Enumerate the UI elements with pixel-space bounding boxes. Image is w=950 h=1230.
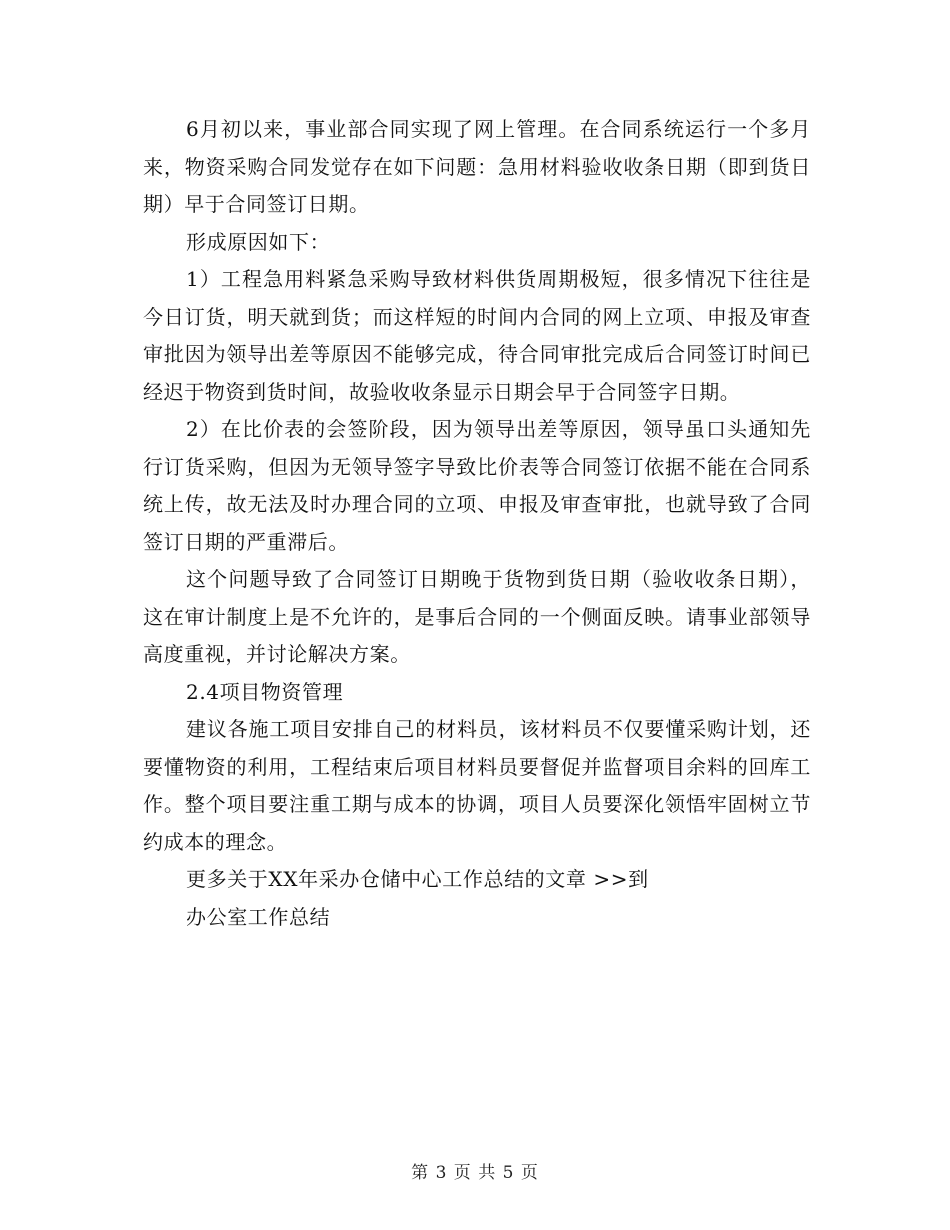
more-articles-link[interactable]: 更多关于XX年采办仓储中心工作总结的文章 >>到 [186, 867, 649, 891]
section-heading-2-4: 2.4项目物资管理 [186, 679, 344, 704]
document-body [143, 111, 811, 936]
paragraph-cause-1: 1）工程急用料紧急采购导致材料供货周期极短，很多情况下往往是今日订货，明天就到货；而这样短的时间内合同的网上立项、申报及审查审批因为领导出差等原因不能够完成，待合同审批完成后合同签订时间已经迟于物资到货时间，故验收收条显示日期会早于合同签字日期。 [143, 267, 811, 404]
page-number-footer: 第 3 页 共 5 页 [411, 1163, 539, 1183]
paragraph-recommendation: 建议各施工项目安排自己的材料员，该材料员不仅要懂采购计划，还要懂物资的利用，工程结束后项目材料员要督促并监督项目余料的回库工作。整个项目要注重工期与成本的协调，项目人员要深化领悟牢固树立节约成本的理念。 [143, 717, 811, 854]
office-summary-link[interactable]: 办公室工作总结 [186, 904, 331, 929]
paragraph-intro: 6月初以来，事业部合同实现了网上管理。在合同系统运行一个多月来，物资采购合同发觉存在如下问题：急用材料验收收条日期（即到货日期）早于合同签订日期。 [143, 117, 811, 216]
paragraph-conclusion: 这个问题导致了合同签订日期晚于货物到货日期（验收收条日期），这在审计制度上是不允许的，是事后合同的一个侧面反映。请事业部领导高度重视，并讨论解决方案。 [143, 567, 811, 666]
paragraph-cause-2: 2）在比价表的会签阶段，因为领导出差等原因，领导虽口头通知先行订货采购，但因为无领导签字导致比价表等合同签订依据不能在合同系统上传，故无法及时办理合同的立项、申报及审查审批，也就导致了合同签订日期的严重滞后。 [143, 417, 811, 554]
paragraph-causes-heading: 形成原因如下： [186, 229, 331, 254]
